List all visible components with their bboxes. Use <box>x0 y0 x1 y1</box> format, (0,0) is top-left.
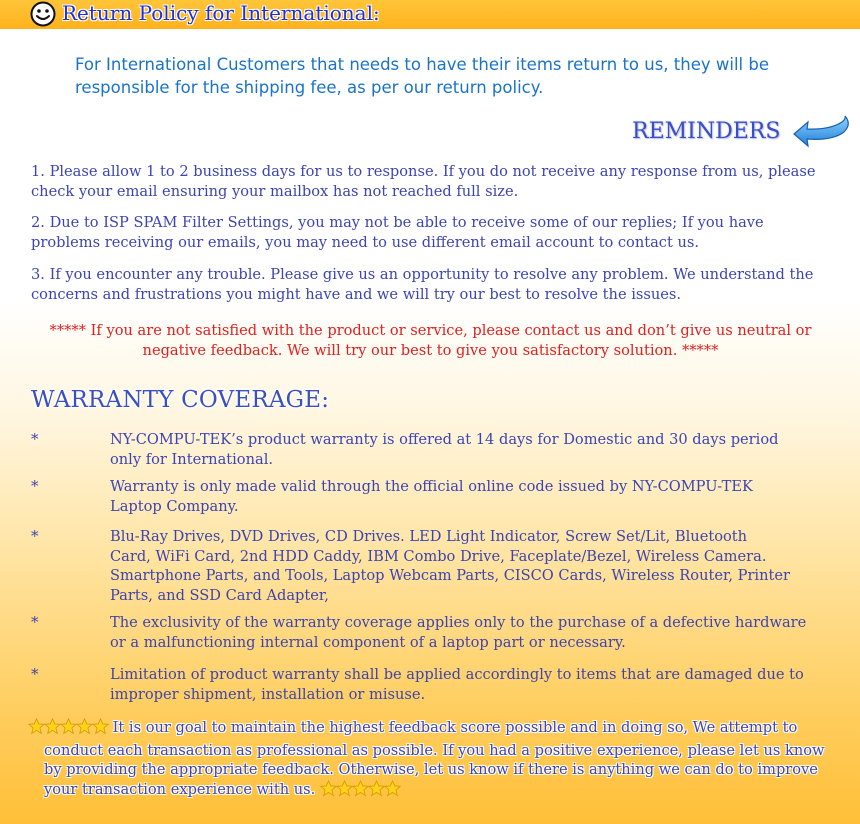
star-icon <box>336 780 353 797</box>
bullet-marker: * <box>31 527 39 545</box>
star-rating-icons <box>28 718 108 741</box>
feedback-notice: ***** If you are not satisfied with the product or service, please contact us and don’t give us neutral or negative feedback. We will try our best to give you satisfactory solution. ***** <box>49 322 812 359</box>
reminder-item-2: 2. Due to ISP SPAM Filter Settings, you may not be able to receive some of our replies; If you have problems receiving our emails, you may need to use different email account to contact us. <box>31 214 764 251</box>
curved-arrow-icon <box>792 114 850 150</box>
bullet-marker: * <box>31 430 39 448</box>
bullet-marker: * <box>31 665 39 683</box>
feedback-message <box>28 718 828 802</box>
star-rating-icons <box>320 780 400 803</box>
warranty-item-1: NY-COMPU-TEK’s product warranty is offered at 14 days for Domestic and 30 days period only for International. <box>110 431 779 468</box>
warranty-item-3: Blu-Ray Drives, DVD Drives, CD Drives. LED Light Indicator, Screw Set/Lit, Bluetooth Card, WiFi Card, 2nd HDD Caddy, IBM Combo Drive, Faceplate/Bezel, Wireless Camera. Smartphone Parts, and Tools, Laptop Webcam Parts, CISCO Cards, Wireless Router, Printer Parts, and SSD Card Adapter, <box>110 528 790 604</box>
intro-text: For International Customers that needs to have their items return to us, they will be responsible for the shipping fee, as per our return policy. <box>75 55 769 97</box>
star-icon <box>76 718 93 735</box>
page-title: Return Policy for International: <box>62 1 380 25</box>
reminder-item-1: 1. Please allow 1 to 2 business days for us to response. If you do not receive any response from us, please check your email ensuring your mailbox has not reached full size. <box>31 163 816 200</box>
feedback-line-3: by providing the appropriate feedback. Otherwise, let us know if there is anything we can do to improve <box>44 761 818 779</box>
star-icon <box>384 780 401 797</box>
star-icon <box>44 718 61 735</box>
feedback-line-2: conduct each transaction as professional as possible. If you had a positive experience, please let us know <box>44 741 825 759</box>
star-icon <box>320 780 337 797</box>
star-icon <box>368 780 385 797</box>
star-icon <box>92 718 109 735</box>
star-icon <box>28 718 45 735</box>
reminders-heading: REMINDERS <box>632 119 781 144</box>
reminder-item-3: 3. If you encounter any trouble. Please give us an opportunity to resolve any problem. We understand the concerns and frustrations you might have and we will try our best to resolve the issues. <box>31 266 814 303</box>
warranty-item-5: Limitation of product warranty shall be applied accordingly to items that are damaged due to improper shipment, installation or misuse. <box>110 666 804 703</box>
header-bar <box>0 0 860 29</box>
bullet-marker: * <box>31 613 39 631</box>
star-icon <box>60 718 77 735</box>
star-icon <box>352 780 369 797</box>
warranty-item-2: Warranty is only made valid through the official online code issued by NY-COMPU-TEK Laptop Company. <box>110 478 753 515</box>
feedback-line-4: your transaction experience with us. <box>44 780 316 798</box>
warranty-heading: WARRANTY COVERAGE: <box>31 387 330 413</box>
smiley-icon <box>30 1 56 27</box>
bullet-marker: * <box>31 477 39 495</box>
feedback-line-1: It is our goal to maintain the highest feedback score possible and in doing so, We attempt to <box>112 719 798 736</box>
warranty-item-4: The exclusivity of the warranty coverage applies only to the purchase of a defective hardware or a malfunctioning internal component of a laptop part or necessary. <box>110 614 807 651</box>
